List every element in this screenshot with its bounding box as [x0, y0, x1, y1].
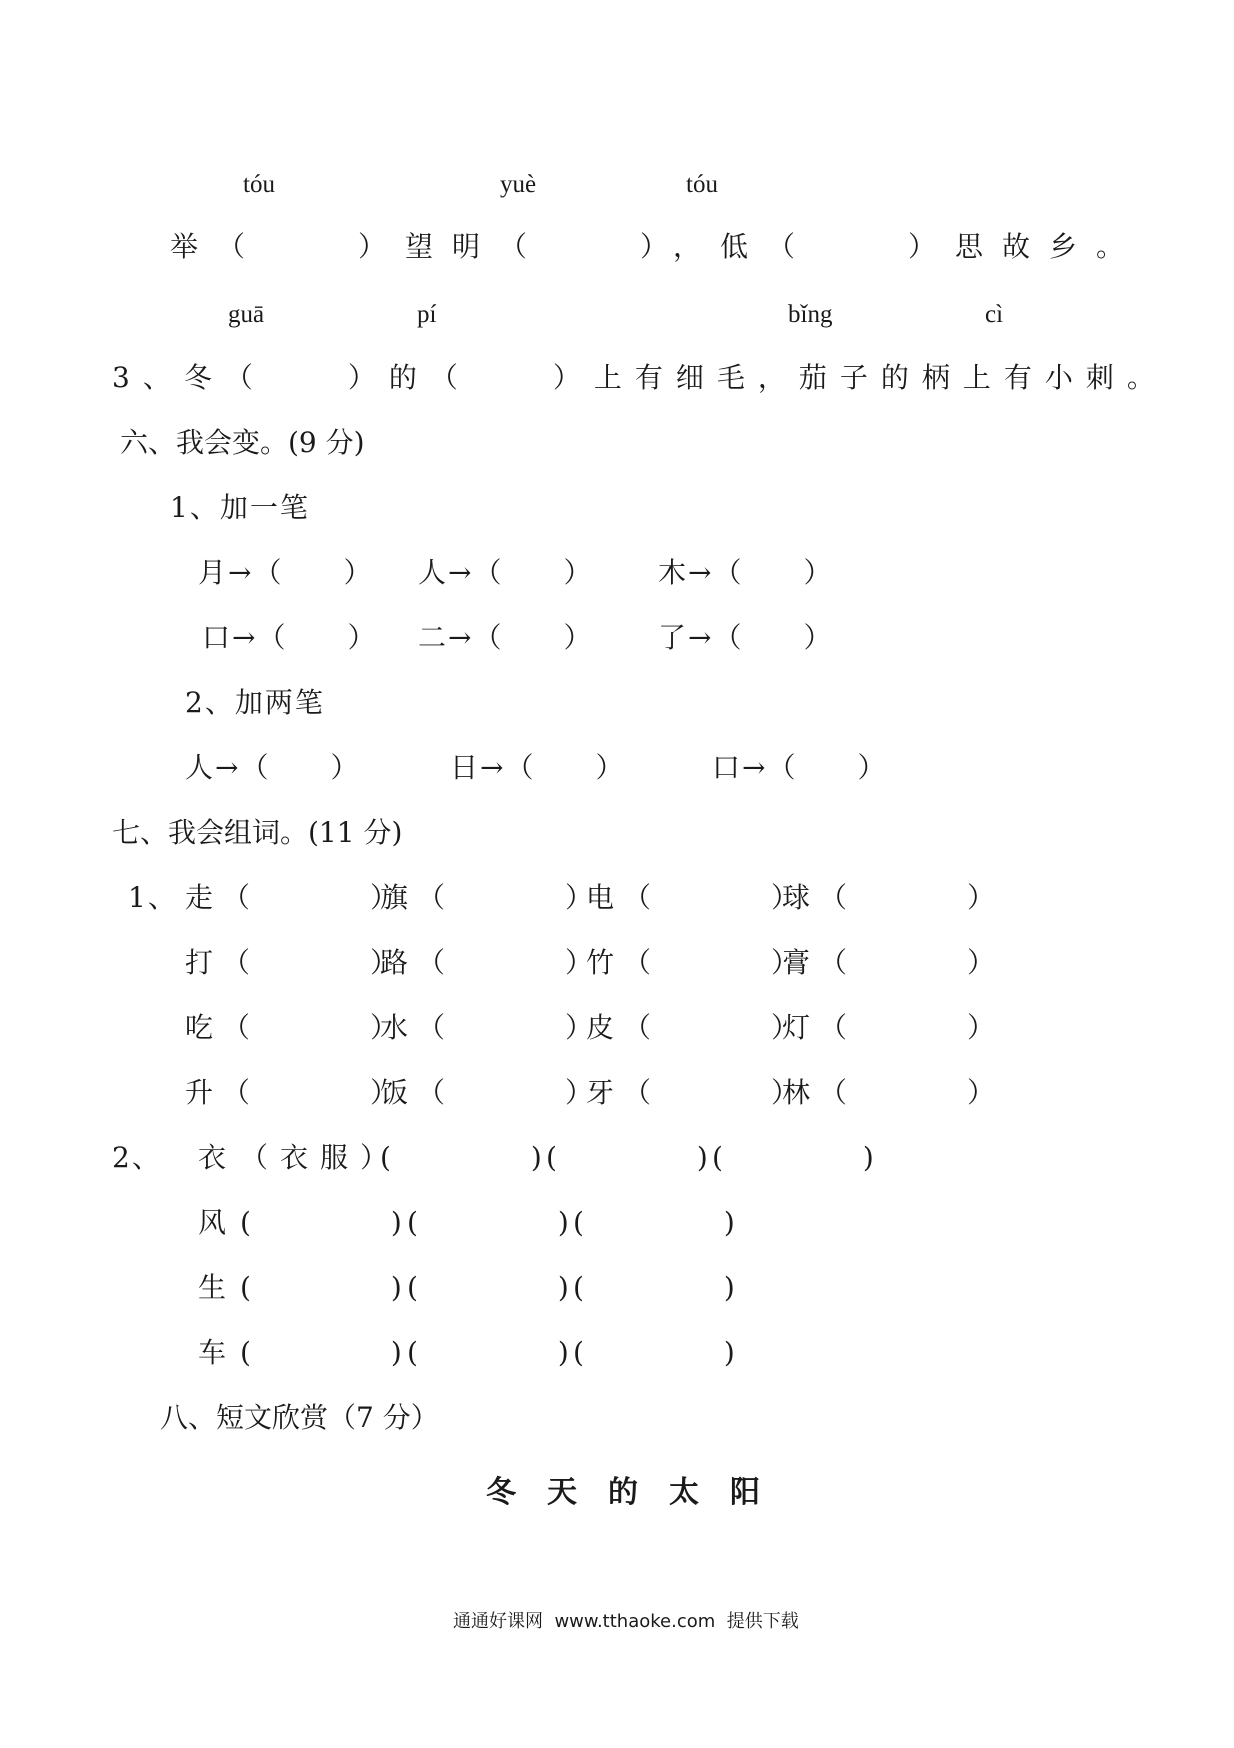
add-one-item: 月→（ ） [198, 556, 374, 589]
add-one-item: 口→（ ） [202, 621, 378, 654]
pinyin-tou-2: tóu [686, 171, 718, 198]
word-blank: ( ) [712, 1141, 874, 1174]
word-cell: 饭（ ） [380, 1076, 603, 1109]
pinyin-ci: cì [985, 301, 1004, 328]
word-cell: 球（ ） [782, 881, 1005, 914]
word-blank: ( ) [407, 1336, 569, 1369]
word-cell: 吃（ ） [185, 1011, 408, 1044]
add-one-item: 木→（ ） [658, 556, 834, 589]
section-6-sub1: 1、加一笔 [170, 491, 310, 524]
word-blank: ( ) [240, 1206, 402, 1239]
section-8-heading: 八、短文欣赏（7 分） [160, 1401, 439, 1434]
section-6-sub2: 2、加两笔 [185, 686, 325, 719]
word-blank: ( ) [240, 1271, 402, 1304]
word-blank: ( ) [573, 1206, 735, 1239]
word-blank: ( ) [573, 1271, 735, 1304]
word-cell: 电（ ） [586, 881, 809, 914]
word-cell: 竹（ ） [586, 946, 809, 979]
pinyin-gua: guā [228, 301, 265, 328]
word-cell: 林（ ） [782, 1076, 1005, 1109]
word-cell: 打（ ） [185, 946, 408, 979]
add-one-item: 人→（ ） [418, 556, 594, 589]
section-7-q2-number: 2、 [112, 1141, 162, 1174]
word-cell: 灯（ ） [782, 1011, 1005, 1044]
pinyin-bing: bǐng [788, 301, 833, 328]
word-cell: 走（ ） [185, 881, 408, 914]
word-cell: 牙（ ） [586, 1076, 809, 1109]
footer-text: 通通好课网 www.tthaoke.com 提供下载 [453, 1611, 799, 1632]
word-char: 衣 [198, 1141, 229, 1174]
word-blank: ( ) [573, 1336, 735, 1369]
add-two-item: 日→（ ） [450, 751, 626, 784]
word-cell: 皮（ ） [586, 1011, 809, 1044]
add-one-item: 二→（ ） [418, 621, 594, 654]
word-cell: 旗（ ） [380, 881, 603, 914]
pinyin-yue: yuè [500, 171, 537, 198]
word-char: 风 [198, 1206, 229, 1239]
add-one-item: 了→（ ） [658, 621, 834, 654]
word-cell: 水（ ） [380, 1011, 603, 1044]
poem-line: 举（ ）望明（ ），低（ ）思故乡。 [170, 230, 1144, 263]
word-blank: ( ) [380, 1141, 542, 1174]
add-two-item: 人→（ ） [185, 751, 361, 784]
word-cell: 升（ ） [185, 1076, 408, 1109]
word-example: （衣服） [240, 1141, 401, 1174]
add-two-item: 口→（ ） [712, 751, 888, 784]
word-char: 生 [198, 1271, 229, 1304]
pinyin-tou-1: tóu [243, 171, 275, 198]
question-3: 3、冬（ ）的（ ）上有细毛，茄子的柄上有小刺。 [112, 361, 1168, 394]
word-blank: ( ) [407, 1206, 569, 1239]
word-char: 车 [198, 1336, 229, 1369]
word-blank: ( ) [546, 1141, 708, 1174]
word-cell: 膏（ ） [782, 946, 1005, 979]
section-7-q1-number: 1、 [128, 881, 178, 914]
word-blank: ( ) [407, 1271, 569, 1304]
section-6-heading: 六、我会变。(9 分) [120, 426, 365, 459]
word-cell: 路（ ） [380, 946, 603, 979]
passage-title: 冬天的太阳 [486, 1475, 791, 1510]
word-blank: ( ) [240, 1336, 402, 1369]
pinyin-pi: pí [417, 301, 437, 328]
section-7-heading: 七、我会组词。(11 分) [112, 816, 403, 849]
